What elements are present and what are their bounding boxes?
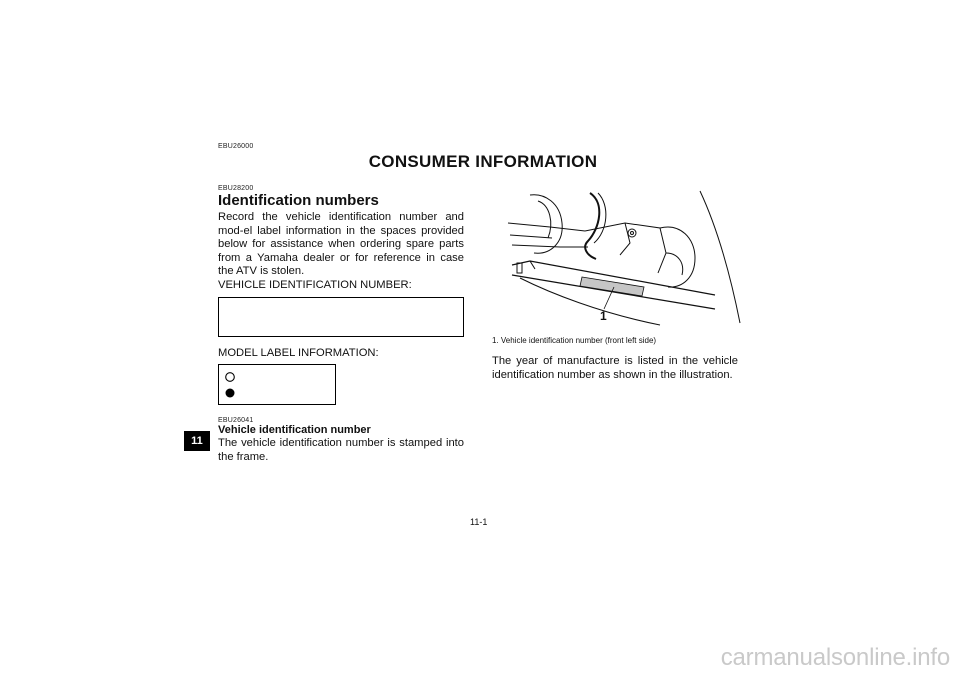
circle-symbols-icon: [223, 368, 243, 404]
identification-numbers-heading: Identification numbers: [218, 192, 379, 209]
model-label-record-box: [218, 364, 336, 405]
manufacture-year-body: The year of manufacture is listed in the vehicle identification number as shown in the illustration.: [492, 355, 738, 381]
page-title: CONSUMER INFORMATION: [368, 152, 598, 171]
section-code: EBU26000: [218, 143, 254, 150]
vin-record-box: [218, 297, 464, 337]
callout-number: 1: [600, 309, 607, 323]
chapter-tab: 11: [184, 431, 210, 451]
model-label: MODEL LABEL INFORMATION:: [218, 347, 379, 359]
vehicle-identification-number-heading: Vehicle identification number: [218, 424, 371, 436]
page-number: 11-1: [470, 517, 488, 527]
subsection-code: EBU26041: [218, 417, 254, 424]
vin-location-illustration: [490, 183, 750, 333]
subsection-code: EBU28200: [218, 185, 254, 192]
illustration-caption: 1. Vehicle identification number (front left side): [492, 336, 657, 345]
vin-body: The vehicle identification number is stamped into the frame.: [218, 437, 464, 463]
watermark: carmanualsonline.info: [720, 644, 950, 671]
vin-label: VEHICLE IDENTIFICATION NUMBER:: [218, 279, 412, 291]
identification-body: Record the vehicle identification number and mod-el label information in the spaces provided below for assistance when ordering spare parts from a Yamaha dealer or for reference in case the ATV is stolen.: [218, 211, 464, 278]
